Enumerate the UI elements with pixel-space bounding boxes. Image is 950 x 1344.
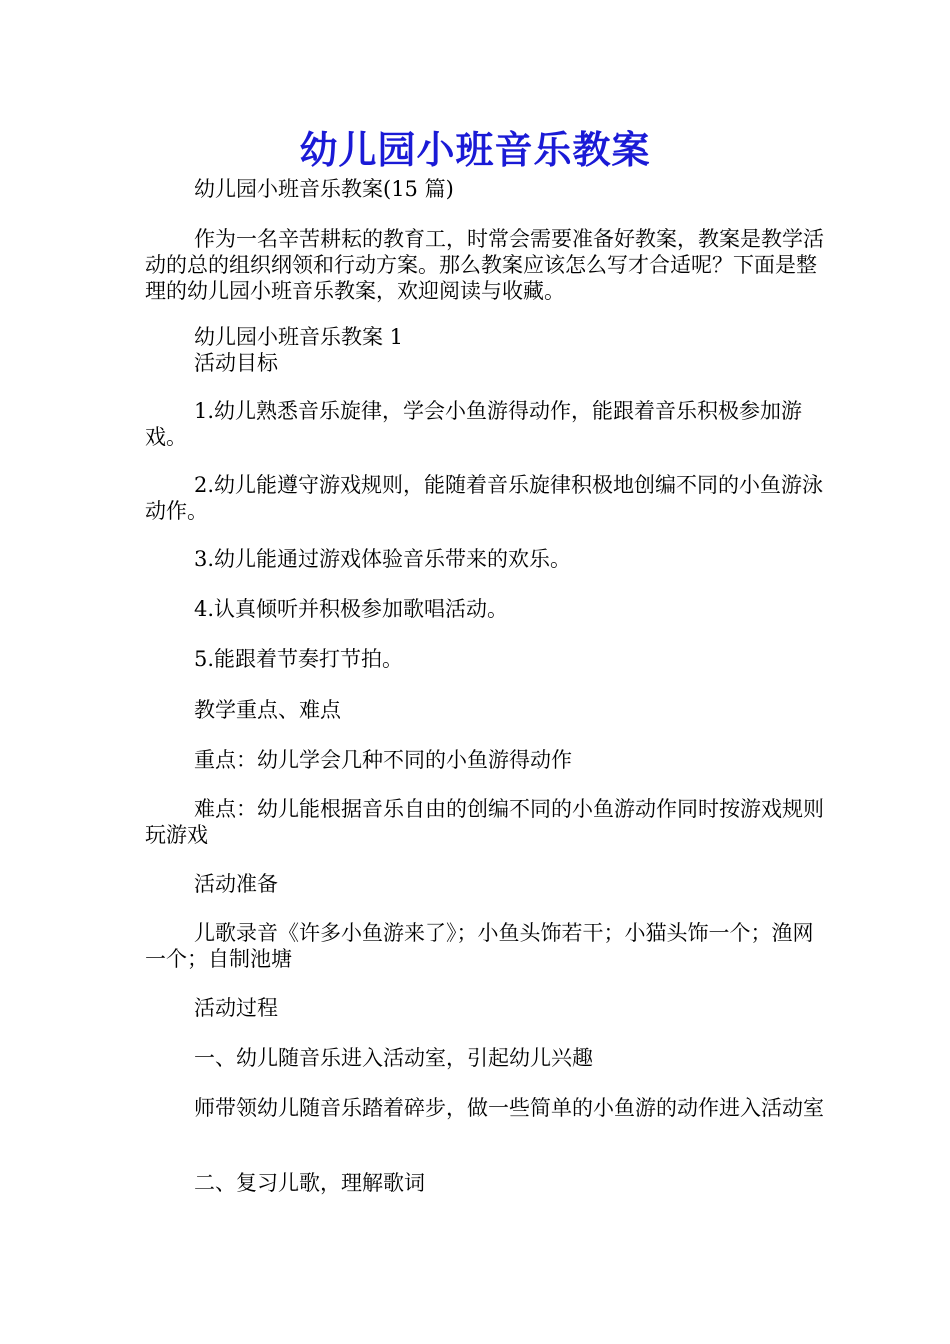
prep-heading: 活动准备 — [194, 872, 278, 896]
document-subtitle: 幼儿园小班音乐教案(15 篇) — [194, 177, 454, 201]
goal-item-2: 2.幼儿能遵守游戏规则，能随着音乐旋律积极地创编不同的小鱼游泳动作。 — [145, 473, 824, 523]
step1-heading: 一、幼儿随音乐进入活动室，引起幼儿兴趣 — [194, 1046, 593, 1070]
goal-item-1: 1.幼儿熟悉音乐旋律，学会小鱼游得动作，能跟着音乐积极参加游戏。 — [145, 399, 803, 449]
key-point: 重点：幼儿学会几种不同的小鱼游得动作 — [194, 748, 572, 772]
process-heading: 活动过程 — [194, 996, 278, 1020]
step1-text: 师带领幼儿随音乐踏着碎步，做一些简单的小鱼游的动作进入活动室 — [194, 1096, 824, 1120]
goal-item-4: 4.认真倾听并积极参加歌唱活动。 — [194, 597, 509, 621]
goals-heading: 活动目标 — [194, 351, 278, 375]
goal-item-3: 3.幼儿能通过游戏体验音乐带来的欢乐。 — [194, 547, 572, 571]
section-heading: 幼儿园小班音乐教案 1 — [194, 325, 404, 349]
intro-paragraph: 作为一名辛苦耕耘的教育工，时常会需要准备好教案，教案是教学活动的总的组织纲领和行动方案。那么教案应该怎么写才合适呢？下面是整理的幼儿园小班音乐教案，欢迎阅读与收藏。 — [145, 227, 824, 303]
key-heading: 教学重点、难点 — [194, 698, 341, 722]
difficult-point: 难点：幼儿能根据音乐自由的创编不同的小鱼游动作同时按游戏规则玩游戏 — [145, 797, 824, 847]
prep-text: 儿歌录音《许多小鱼游来了》；小鱼头饰若干；小猫头饰一个；渔网一个；自制池塘 — [145, 921, 814, 971]
document-title: 幼儿园小班音乐教案 — [299, 127, 651, 172]
goal-item-5: 5.能跟着节奏打节拍。 — [194, 647, 404, 671]
step2-heading: 二、复习儿歌，理解歌词 — [194, 1171, 425, 1195]
